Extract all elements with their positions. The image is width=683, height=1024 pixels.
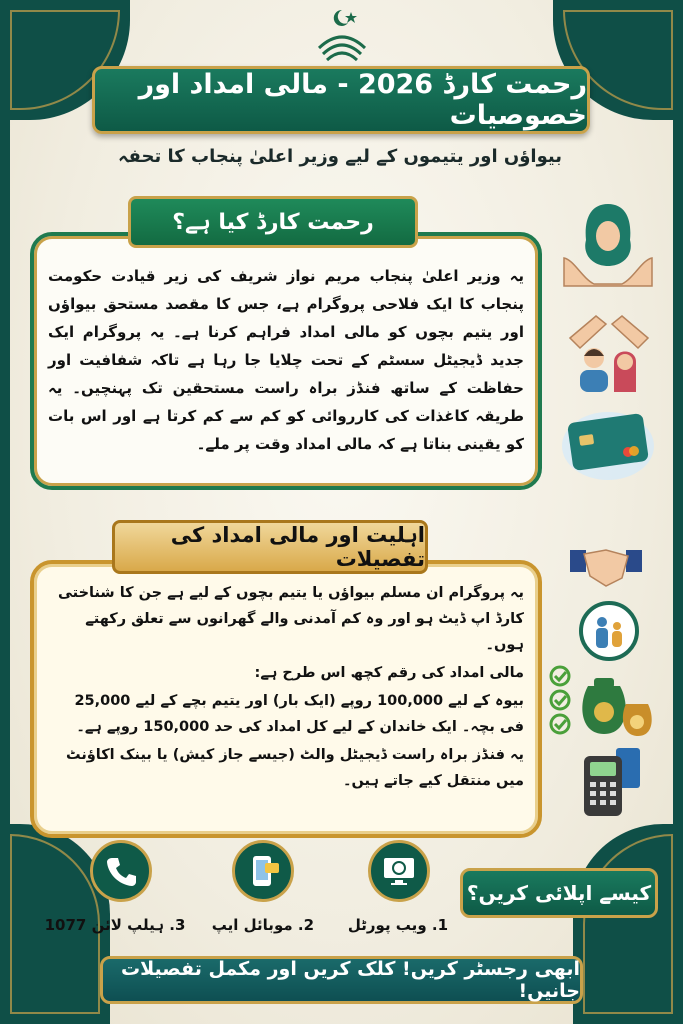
computer-icon — [381, 853, 417, 889]
eligibility-heading: اہلیت اور مالی امداد کی تفصیلات — [112, 520, 428, 574]
eligibility-para: یہ پروگرام ان مسلم بیواؤں یا یتیم بچوں کے لیے ہے جن کا شناختی کارڈ اپ ڈیٹ ہو اور وہ کم آمدنی والے گھرانوں سے تعلق رکھتے ہوں۔ — [58, 585, 524, 653]
handshake-icon — [570, 540, 642, 594]
family-circle-icon — [578, 600, 640, 662]
eligibility-para: بیوہ کے لیے 100,000 روپے (ایک بار) اور یتیم بچے کے لیے 25,000 فی بچہ۔ ایک خاندان کے لیے کل امداد کی حد 150,000 روپے ہے۔ — [74, 693, 524, 735]
side-border — [0, 110, 10, 834]
woman-in-hands-icon — [560, 196, 656, 296]
money-bags-icon — [548, 664, 654, 740]
helpline-label[interactable]: 3. ہیلپ لائن 1077 — [44, 916, 186, 934]
what-is-card-text: یہ وزیر اعلیٰ پنجاب مریم نواز شریف کی زیر قیادت حکومت پنجاب کا ایک فلاحی پروگرام ہے، جس کا مقصد مستحق بیواؤں اور یتیم بچوں کو مالی امداد فراہم کرنا ہے۔ یہ پروگرام ایک جدید ڈیجیٹل سسٹم کے تحت چلایا جا رہا ہے تاکہ شفافیت اور حفاظت کے ساتھ فنڈز براہ راست مستحقین تک پہنچیں۔ یہ طریقہ کاغذات کی کارروائی کو کم سے کم کرتا ہے اور اس بات کو یقینی بناتا ہے کہ مالی امداد وقت پر ملے۔ — [48, 267, 524, 453]
eligibility-para: مالی امداد کی رقم کچھ اس طرح ہے: — [254, 665, 524, 681]
web-portal-label[interactable]: 1. ویب پورٹل — [347, 916, 448, 934]
phone-icon — [103, 853, 139, 889]
payment-terminal-icon — [580, 744, 648, 820]
family-protection-icon — [566, 308, 652, 394]
register-cta-text: ابھی رجسٹر کریں! کلک کریں اور مکمل تفصیلات جانیں! — [121, 958, 580, 1002]
card-icon — [560, 408, 656, 482]
eligibility-text — [48, 580, 524, 796]
mobile-app-button[interactable] — [232, 840, 294, 902]
helpline-button[interactable] — [90, 840, 152, 902]
side-border — [673, 110, 683, 834]
how-to-apply-heading: کیسے اپلائی کریں؟ — [460, 868, 658, 918]
page-title: رحمت کارڈ 2026 - مالی امداد اور خصوصیات — [138, 69, 587, 131]
government-emblem-icon — [311, 6, 373, 62]
mobile-app-icon — [245, 853, 281, 889]
corner-ornament — [573, 824, 683, 1024]
what-is-card-heading: رحمت کارڈ کیا ہے؟ — [128, 196, 418, 248]
register-cta-banner[interactable] — [100, 956, 583, 1004]
title-banner — [92, 66, 590, 134]
web-portal-button[interactable] — [368, 840, 430, 902]
page-subtitle: بیواؤں اور یتیموں کے لیے وزیر اعلیٰ پنجاب کا تحفہ — [118, 146, 562, 167]
mobile-app-label[interactable]: 2. موبائل ایپ — [211, 916, 314, 934]
eligibility-para: یہ فنڈز براہ راست ڈیجیٹل والٹ (جیسے جاز کیش) یا بینک اکاؤنٹ میں منتقل کیے جاتے ہیں۔ — [65, 747, 524, 789]
